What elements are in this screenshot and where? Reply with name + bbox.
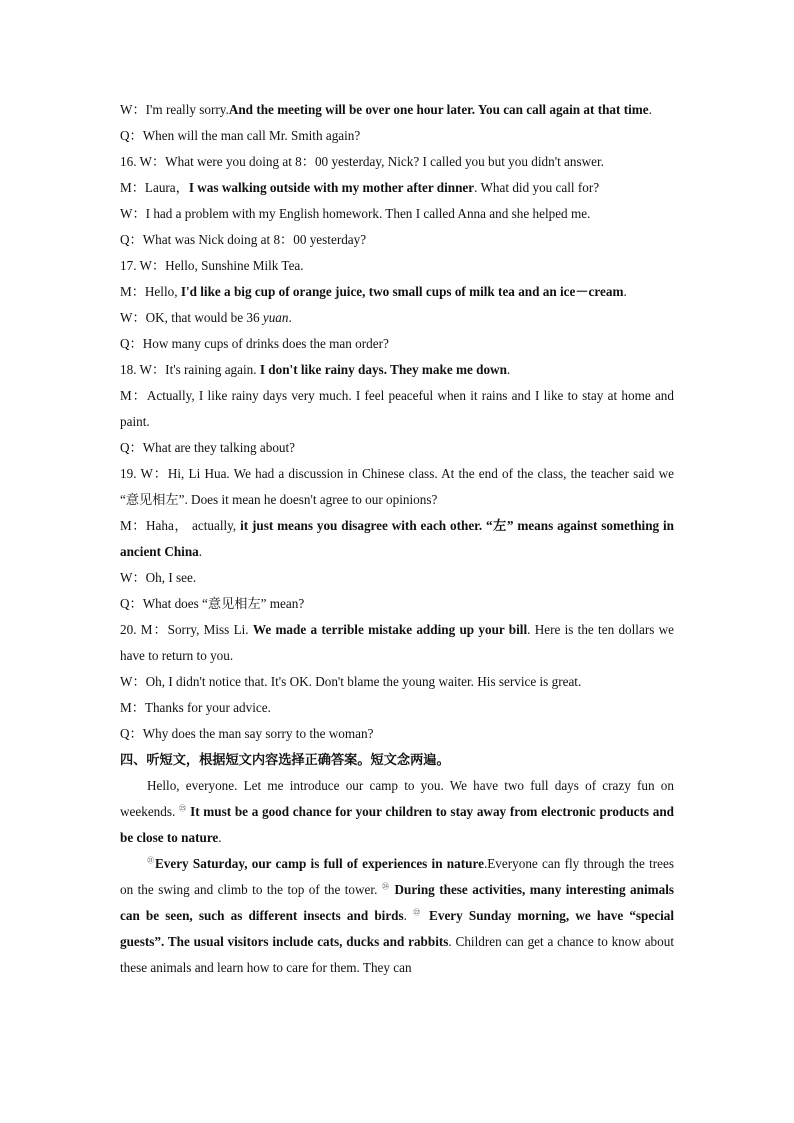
text-paragraph [120,591,674,617]
text-paragraph [120,175,674,201]
text-run: W：Oh, I didn't notice that. It's OK. Don't blame the young waiter. His service is great. [120,674,582,689]
text-run: . [198,544,203,559]
question-number-marker: ㉕ [178,804,187,813]
bold-text: It must be a good chance for your children to stay away from electronic products and be close to nature [120,804,675,845]
text-run: . [623,284,627,299]
text-run: Q：How many cups of drinks does the man order? [120,336,389,351]
text-run: . [403,908,414,923]
text-run: . Here is the ten dollars we have to return to you. [120,622,674,663]
text-run: Q：When will the man call Mr. Smith again? [120,128,361,143]
question-number-marker: ㉑ [147,856,155,865]
bold-text: 四、听短文，根据短文内容选择正确答案。短文念两遍。 [120,752,450,767]
text-paragraph [120,279,674,305]
bold-text: it just means you disagree with each other. “左” means against something in ancient China [120,518,674,559]
text-run: . [648,102,652,117]
text-run: M：Thanks for your advice. [120,700,271,715]
text-paragraph [120,513,674,565]
text-run: W：I had a problem with my English homework. Then I called Anna and she helped me. [120,206,591,221]
text-run: . What did you call for? [474,180,600,195]
question-number-marker: ㉒ [413,908,423,917]
question-number-marker: ㉔ [381,882,390,891]
text-run: Q：Why does the man say sorry to the woman? [120,726,374,741]
text-paragraph [120,149,674,175]
text-run: M：Laura， [120,180,189,195]
text-run: Q：What was Nick doing at 8：00 yesterday? [120,232,367,247]
bold-text: Every Saturday, our camp is full of experiences in nature [154,856,484,871]
text-run: W：I'm really sorry. [120,102,229,117]
text-paragraph [120,227,674,253]
bold-text: And the meeting will be over one hour later. You can call again at that time [228,102,649,117]
text-run: . [218,830,222,845]
bold-text: I was walking outside with my mother after dinner [188,180,475,195]
text-run: . Children can get a chance to know about these animals and learn how to care for them. They can [120,934,674,975]
text-run: M：Haha， actually, [120,518,241,533]
text-paragraph [120,97,674,123]
italic-text: yuan [262,310,289,325]
text-paragraph [120,617,674,669]
text-paragraph [120,253,674,279]
text-run: W：OK, that would be 36 [120,310,263,325]
bold-text: I don't like rainy days. They make me down [259,362,507,377]
text-run: Q：What does “意见相左” mean? [120,596,305,611]
text-paragraph [120,565,674,591]
text-paragraph [120,851,674,981]
bold-text: During these activities, many interesting animals can be seen, such as different insects and birds [120,882,675,923]
bold-text: We made a terrible mistake adding up your bill [252,622,528,637]
text-paragraph [120,747,674,773]
bold-text: I'd like a big cup of orange juice, two small cups of milk tea and an ice－cream [180,284,624,299]
text-run: .Everyone can fly through the trees on the swing and climb to the top of the tower. [120,856,674,897]
text-run: 19. W：Hi, Li Hua. We had a discussion in Chinese class. At the end of the class, the teacher said we “意见相左”. Does it mean he doesn't agree to our opinions? [120,466,674,507]
text-run: W：Oh, I see. [120,570,197,585]
text-run: . [506,362,511,377]
text-run: 17. W：Hello, Sunshine Milk Tea. [120,258,304,273]
text-paragraph [120,721,674,747]
text-paragraph [120,383,674,435]
document-body [120,97,674,981]
text-run: Hello, everyone. Let me introduce our camp to you. We have two full days of crazy fun on weekends. [120,778,674,819]
text-paragraph [120,695,674,721]
text-run: 18. W：It's raining again. [120,362,260,377]
text-paragraph [120,357,674,383]
text-paragraph [120,201,674,227]
text-paragraph [120,669,674,695]
text-run: . [288,310,292,325]
text-paragraph [120,123,674,149]
text-run: 16. W：What were you doing at 8：00 yesterday, Nick? I called you but you didn't answer. [120,154,604,169]
text-run: M：Hello, [120,284,181,299]
text-paragraph [120,331,674,357]
bold-text: Every Sunday morning, we have “special guests”. The usual visitors include cats, ducks and rabbits [120,908,675,949]
text-paragraph [120,461,674,513]
text-run: 20. M：Sorry, Miss Li. [120,622,253,637]
text-paragraph [120,435,674,461]
text-run: Q：What are they talking about? [120,440,296,455]
text-paragraph [120,773,674,851]
text-paragraph [120,305,674,331]
text-run: M：Actually, I like rainy days very much. I feel peaceful when it rains and I like to stay at home and paint. [120,388,674,429]
